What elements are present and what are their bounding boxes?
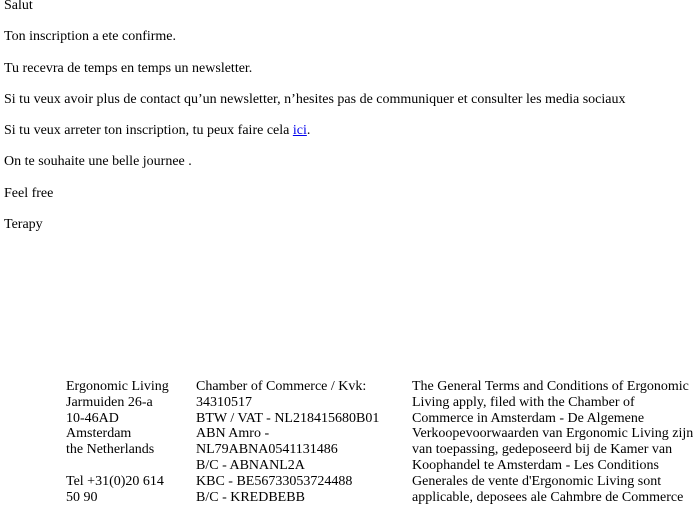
contact-text: Si tu veux avoir plus de contact qu’un newsletter, n’hesites pas de communiquer et consulter les media sociaux [4,91,626,107]
terms-line: applicable, deposees ale Cahmbre de Commerce [412,489,684,505]
unsubscribe-suffix: . [306,123,311,139]
bic-code: B/C - ABNANL2A [196,457,305,473]
chamber-of-commerce-label: Chamber of Commerce / Kvk: [196,379,367,394]
footer-address [66,379,184,505]
terms-line: Living apply, filed with the Chamber of [412,394,635,410]
postcode: 10-46AD [66,410,119,426]
unsubscribe-paragraph [4,123,580,139]
bank-name: ABN Amro - [196,426,270,442]
wish-text: On te souhaite une belle journee . [4,154,192,170]
terms-line: Verkoopevoorwaarden van Ergonomic Living zijn [412,426,693,442]
terms-line: Commerce in Amsterdam - De Algemene [412,410,645,426]
footer-terms [412,379,693,505]
kbc-bic-code: B/C - KREDBEBB [196,489,305,505]
telephone-line-1: Tel +31(0)20 614 [66,473,164,489]
newsletter-text: Tu recevra de temps en temps un newsletter. [4,60,253,76]
terms-line: Generales de vente d'Ergonomic Living sont [412,473,662,489]
country: the Netherlands [66,442,155,458]
footer-registration [196,379,392,505]
terms-line: van toepassing, gedeposeerd bij de Kamer van [412,442,673,458]
email-footer [66,379,693,505]
kvk-number: 34310517 [196,394,252,410]
greeting-text: Salut [4,0,33,13]
iban-number: NL79ABNA0541131486 [196,442,338,458]
terms-line: The General Terms and Conditions of Ergonomic [412,379,689,394]
signature-text: Terapy [4,217,43,233]
feel-free-text: Feel free [4,185,54,201]
telephone-line-2: 50 90 [66,489,98,505]
street-address: Jarmuiden 26-a [66,394,153,410]
terms-line: Koophandel te Amsterdam - Les Conditions [412,457,659,473]
unsubscribe-link[interactable]: ici [292,123,307,139]
spacer [66,458,184,474]
kbc-account: KBC - BE56733053724488 [196,473,353,489]
unsubscribe-prefix: Si tu veux arreter ton inscription, tu peux faire cela [4,123,293,139]
email-body [4,0,626,248]
city: Amsterdam [66,426,132,442]
vat-number: BTW / VAT - NL218415680B01 [196,410,380,426]
confirmation-text: Ton inscription a ete confirme. [4,29,177,45]
company-name: Ergonomic Living [66,379,169,394]
